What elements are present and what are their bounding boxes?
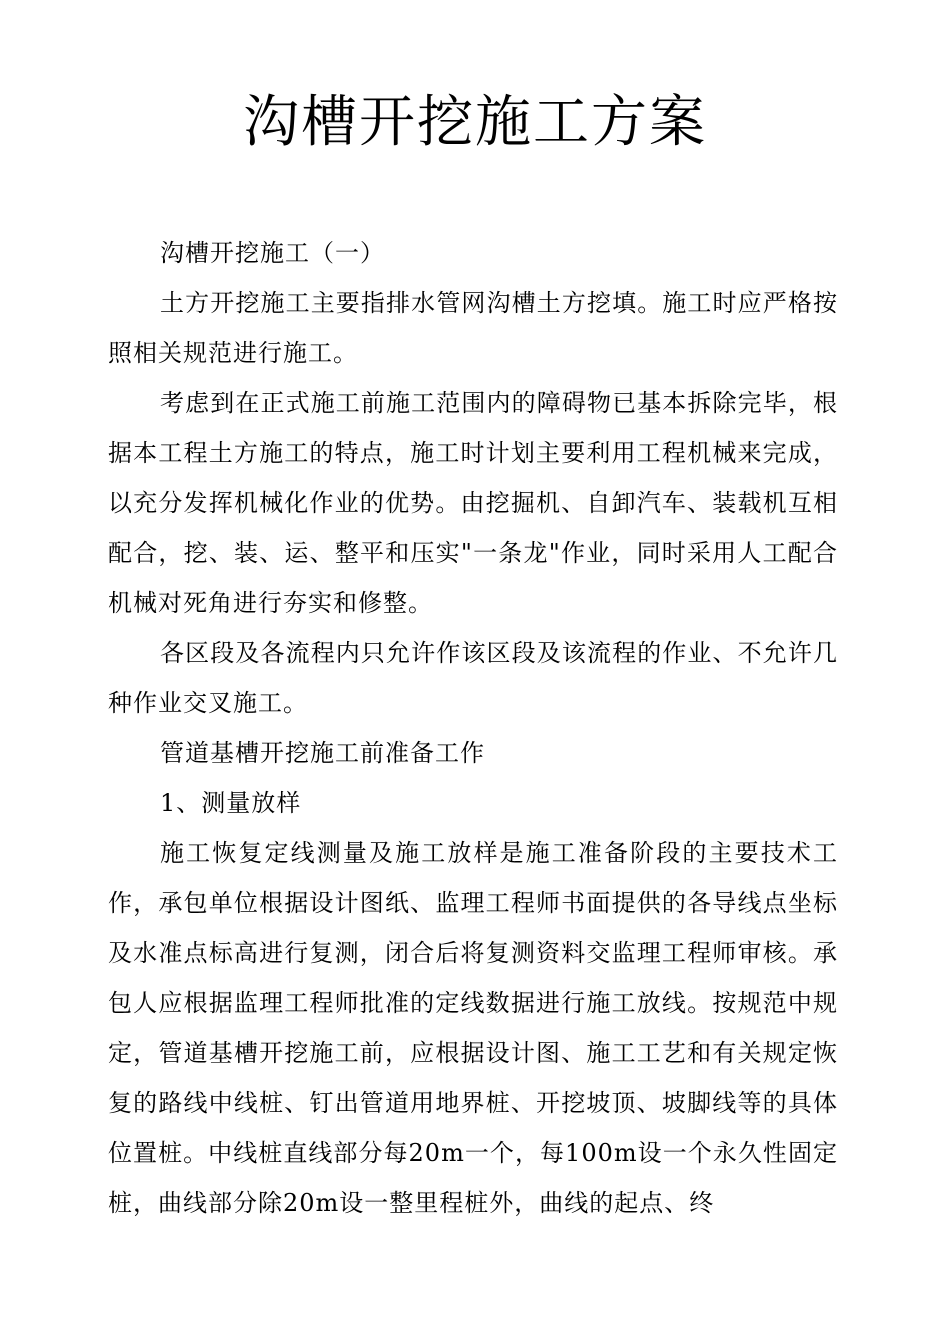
document-body [108,228,838,1228]
paragraph-zone-restriction: 各区段及各流程内只允许作该区段及该流程的作业、不允许几种作业交叉施工。 [108,639,838,717]
paragraph-heading-section-1: 沟槽开挖施工（一） [160,239,385,267]
paragraph-heading-survey: 1、测量放样 [160,789,302,817]
paragraph-mechanized-construction: 考虑到在正式施工前施工范围内的障碍物已基本拆除完毕，根据本工程土方施工的特点，施工时计划主要利用工程机械来完成，以充分发挥机械化作业的优势。由挖掘机、自卸汽车、装载机互相配合，挖、装、运、整平和压实"一条龙"作业，同时采用人工配合机械对死角进行夯实和修整。 [108,389,838,617]
document-title: 沟槽开挖施工方案 [243,90,707,155]
paragraph-heading-preparation: 管道基槽开挖施工前准备工作 [160,739,485,767]
paragraph-survey-details: 施工恢复定线测量及施工放样是施工准备阶段的主要技术工作，承包单位根据设计图纸、监理工程师书面提供的各导线点坐标及水准点标高进行复测，闭合后将复测资料交监理工程师审核。承包人应根据监理工程师批准的定线数据进行施工放线。按规范中规定，管道基槽开挖施工前，应根据设计图、施工工艺和有关规定恢复的路线中线桩、钉出管道用地界桩、开挖坡顶、坡脚线等的具体位置桩。中线桩直线部分每20m一个，每100m设一个永久性固定桩，曲线部分除20m设一整里程桩外，曲线的起点、终 [108,839,838,1217]
paragraph-earthwork-scope: 土方开挖施工主要指排水管网沟槽土方挖填。施工时应严格按照相关规范进行施工。 [108,289,838,367]
